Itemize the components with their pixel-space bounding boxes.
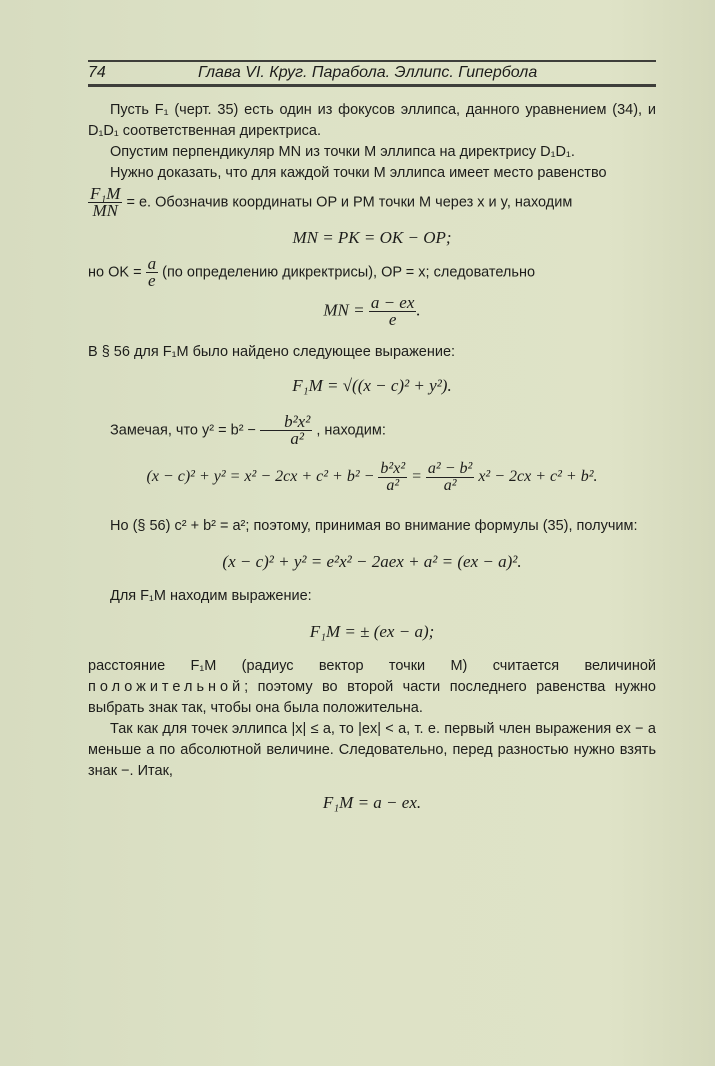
page-header [88,60,656,87]
paragraph-4: но OK = $\frac{a}{e}$ (по определению дикректрисы), OP = x; следовательно [88,254,536,290]
fraction-a-over-e: $\frac{a}{e}$ [147,254,157,290]
page-number: 74 [88,64,106,81]
equation-4: (x − c)² + y² = x² − 2cx + c² + b² − $\frac{\text{b²x²}}{\text{a²}}$ = $\frac{\text{a² − b²}}{\text{a²}}$ x² − 2cx + c² + b². [146,460,598,494]
paragraph-5: В § 56 для F₁M было найдено следующее выражение: [88,344,456,360]
fraction-f1m-over-mn: $\frac{\text{F₁M}}{MN}$ [90,184,121,220]
equation-1: MN = PK = OK − OP; [292,228,452,247]
paragraph-8: Для F₁M находим выражение: [110,588,312,604]
page-body [88,100,656,823]
equation-6: F₁M = ± (ex − a); [309,622,435,641]
equation-2: MN = $\frac{a - ex}{e}$ . [323,293,421,329]
header-rule-top [88,60,656,62]
emphasis-positive: положительной [88,679,245,695]
paragraph-7: Но (§ 56) c² + b² = a²; поэтому, принимая во внимание формулы (35), получим: [110,518,638,534]
header-rule-bottom [88,84,656,87]
paragraph-3a: Нужно доказать, что для каждой точки M эллипса имеет место равенство [110,165,607,181]
fraction-eq4-1: $\frac{\text{b²x²}}{\text{a²}}$ [380,460,406,494]
paragraph-10: Так как для точек эллипса |x| ≤ a, то |ex| < a, т. е. первый член выражения ex − a меньше a по абсолютной величине. Следовательно, перед разностью нужно взять знак −. Итак, [88,721,656,779]
equation-5: (x − c)² + y² = e²x² − 2aex + a² = (ex − a)². [222,552,522,571]
running-title: Глава VI. Круг. Парабола. Эллипс. Гипербола [198,64,538,81]
paragraph-9: расстояние F₁M (радиус вектор точки M) считается величиной положительной; поэтому во второй части последнего равенства нужно выбрать знак так, чтобы она была положительна. [88,658,656,716]
equation-3: F₁M = √((x − c)² + y²). [292,376,452,395]
paragraph-3b-line [88,186,656,219]
equation-7: F₁M = a − ex. [322,793,422,812]
paragraph-1: Пусть F₁ (черт. 35) есть один из фокусов эллипса, данного уравнением (34), и D₁D₁ соответственная директриса. [88,102,656,139]
paragraph-3b: = e. Обозначив координаты OP и PM точки M через x и y, находим [126,194,573,211]
paragraph-2: Опустим перпендикуляр MN из точки M эллипса на директрису D₁D₁. [110,144,575,160]
fraction-a-minus-ex-over-e: $\frac{a - ex}{e}$ [370,293,415,329]
fraction-b2x2-over-a2: $\frac{\text{b²x²}}{\text{a²}}$ [260,414,312,447]
fraction-eq4-2: $\frac{\text{a² − b²}}{\text{a²}}$ [427,460,473,494]
paragraph-6: Замечая, что y² = b² − $\frac{\text{b²x²}}{\text{a²}}$ , находим: [110,412,386,448]
